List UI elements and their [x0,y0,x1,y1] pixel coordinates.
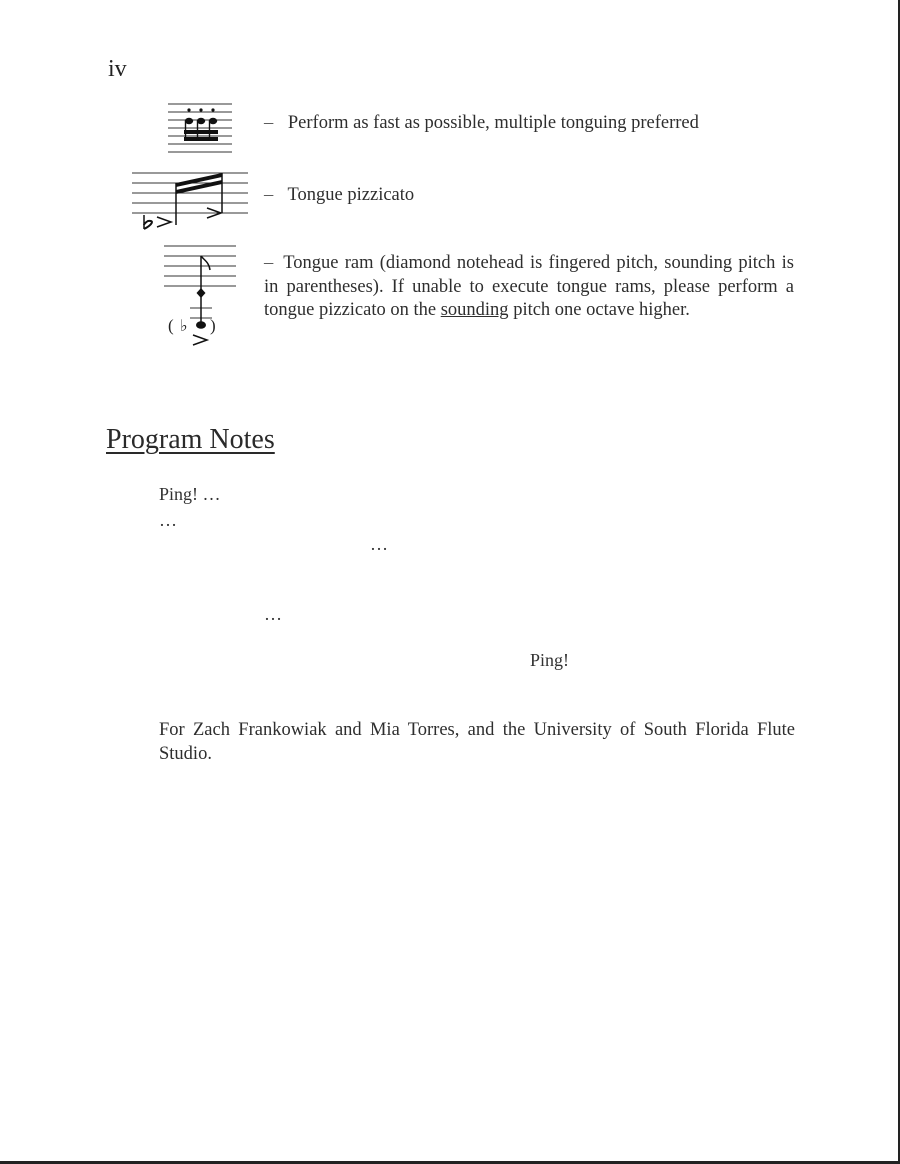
notes-line-4: … [264,604,282,624]
svg-text:): ) [210,316,216,335]
notes-line-1: Ping! … [159,484,221,504]
legend-dash: – [264,185,274,205]
legend-item-fast-tonguing [264,112,804,136]
program-notes-heading: Program Notes [106,424,275,455]
notation-tongue-pizzicato [132,165,250,233]
dedication: For Zach Frankowiak and Mia Torres, and the University of South Florida Flute Studio. [159,720,795,764]
notes-line-5: Ping! [530,650,570,670]
legend-text: Perform as fast as possible, multiple tonguing preferred [287,113,699,133]
legend-text-b: pitch one octave higher. [508,300,690,320]
notation-tongue-ram [160,240,242,352]
legend-text: Tongue pizzicato [287,185,415,205]
svg-text:(: ( [168,316,174,335]
page-number: iv [108,56,127,82]
notes-line-2: … [159,510,177,530]
legend-dash: – [264,113,274,133]
flat-icon: ♭ [180,316,188,335]
notation-fast-tonguing [168,100,234,156]
legend-item-tongue-pizzicato [264,184,804,208]
legend-text-a: Tongue ram (diamond notehead is fingered pitch, sounding pitch is in parentheses). If unable to execute tongue rams, please perform a tongue pizzicato on the [264,253,794,320]
notes-line-3: … [370,534,388,554]
legend-dash: – [264,253,274,273]
legend-item-tongue-ram [264,252,794,323]
legend-text-underlined: sounding [440,300,509,320]
